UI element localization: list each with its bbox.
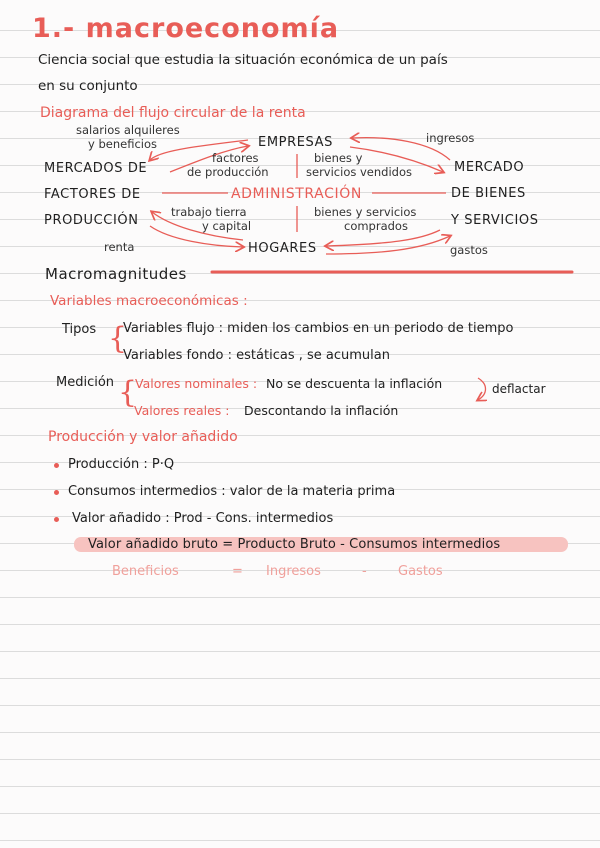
highlight-text: Valor añadido bruto = Producto Bruto - Consumos intermedios [88, 537, 501, 552]
produccion-heading: Producción y valor añadido [48, 429, 238, 445]
produccion-item-1: Producción : P·Q [68, 457, 175, 472]
salarios-label-1: salarios alquileres [76, 123, 180, 137]
empresas-node: EMPRESAS [258, 135, 333, 150]
tipos-brace: { [108, 321, 128, 356]
factores-label-1: factores [212, 151, 259, 165]
left-label-2: FACTORES DE [44, 187, 141, 202]
right-label-3: Y SERVICIOS [451, 213, 539, 228]
macro-heading: Macromagnitudes [45, 265, 187, 283]
tipos-label: Tipos [62, 322, 97, 337]
eq-gastos: Gastos [398, 564, 443, 579]
reales-label: Valores reales : [134, 403, 230, 418]
eq-beneficios: Beneficios [112, 564, 179, 579]
medicion-brace: { [118, 375, 138, 410]
bienes-vendidos-label-2: servicios vendidos [306, 165, 412, 179]
trabajo-label-1: trabajo tierra [171, 205, 247, 219]
bullet-1 [54, 463, 59, 468]
bienes-vendidos-label-1: bienes y [314, 151, 363, 165]
right-label-1: MERCADO [454, 160, 525, 175]
eq-equals: = [232, 564, 243, 579]
ingresos-label: ingresos [426, 131, 475, 145]
bienes-comprados-label-1: bienes y servicios [314, 205, 417, 219]
page-title: 1.- macroeconomía [32, 13, 340, 44]
right-label-2: DE BIENES [451, 186, 526, 201]
bullet-2 [54, 490, 59, 495]
produccion-item-2: Consumos intermedios : valor de la materia prima [68, 484, 396, 499]
bullet-3 [54, 517, 59, 522]
reales-text: Descontando la inflación [244, 403, 399, 418]
administracion-node: ADMINISTRACIÓN [231, 186, 362, 202]
produccion-item-3: Valor añadido : Prod - Cons. intermedios [72, 511, 334, 526]
gastos-label: gastos [450, 243, 488, 257]
left-label-1: MERCADOS DE [44, 161, 148, 176]
bienes-comprados-label-2: comprados [344, 219, 408, 233]
eq-minus: - [362, 564, 367, 579]
definition-line-1: Ciencia social que estudia la situación económica de un país [38, 52, 448, 68]
salarios-label-2: y beneficios [88, 137, 157, 151]
vars-heading: Variables macroeconómicas : [50, 293, 248, 309]
factores-label-2: de producción [187, 165, 269, 179]
nominales-label: Valores nominales : [135, 376, 258, 391]
definition-line-2: en su conjunto [38, 78, 138, 94]
hogares-node: HOGARES [248, 241, 317, 256]
left-label-3: PRODUCCIÓN [44, 213, 139, 228]
diagram-heading: Diagrama del flujo circular de la renta [40, 105, 306, 121]
fondo-text: Variables fondo : estáticas , se acumulan [123, 348, 390, 363]
nominales-text: No se descuenta la inflación [266, 376, 443, 391]
trabajo-label-2: y capital [202, 219, 252, 233]
renta-label: renta [104, 240, 135, 254]
deflactar-arrow [478, 378, 486, 400]
deflactar-label: deflactar [492, 382, 546, 396]
medicion-label: Medición [56, 375, 115, 390]
flujo-text: Variables flujo : miden los cambios en un periodo de tiempo [123, 321, 514, 336]
eq-ingresos: Ingresos [266, 564, 321, 579]
